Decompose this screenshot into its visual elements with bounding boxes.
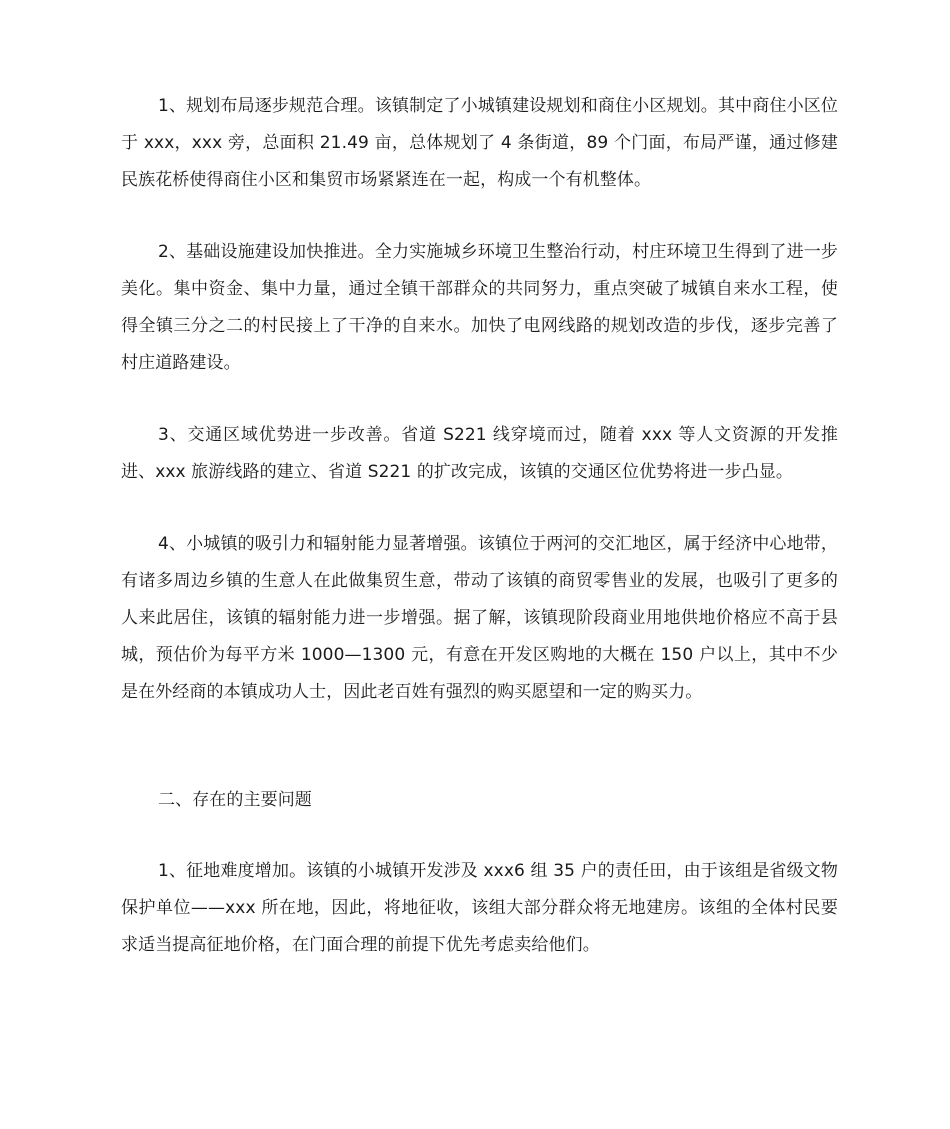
paragraph-planning-layout: 1、规划布局逐步规范合理。该镇制定了小城镇建设规划和商住小区规划。其中商住小区位于 xxx，xxx 旁，总面积 21.49 亩，总体规划了 4 条街道，89 个门面，布局严谨，通过修建民族花桥使得商住小区和集贸市场紧紧连在一起，构成一个有机整体。: [121, 96, 838, 190]
paragraph-transport-advantage: 3、交通区域优势进一步改善。省道 S221 线穿境而过，随着 xxx 等人文资源的开发推进、xxx 旅游线路的建立、省道 S221 的扩改完成，该镇的交通区位优势将进一步凸显。: [121, 425, 838, 482]
paragraph-infrastructure: 2、基础设施建设加快推进。全力实施城乡环境卫生整治行动，村庄环境卫生得到了进一步美化。集中资金、集中力量，通过全镇干部群众的共同努力，重点突破了城镇自来水工程，使得全镇三分之二的村民接上了干净的自来水。加快了电网线路的规划改造的步伐，逐步完善了村庄道路建设。: [121, 242, 838, 373]
paragraph-land-acquisition: 1、征地难度增加。该镇的小城镇开发涉及 xxx6 组 35 户的责任田，由于该组是省级文物保护单位——xxx 所在地，因此，将地征收，该组大部分群众将无地建房。该组的全体村民要求适当提高征地价格，在门面合理的前提下优先考虑卖给他们。: [121, 861, 838, 955]
paragraph-attraction-radiation: 4、小城镇的吸引力和辐射能力显著增强。该镇位于两河的交汇地区，属于经济中心地带，有诸多周边乡镇的生意人在此做集贸生意，带动了该镇的商贸零售业的发展，也吸引了更多的人来此居住，该镇的辐射能力进一步增强。据了解，该镇现阶段商业用地供地价格应不高于县城，预估价为每平方米 1000—1300 元，有意在开发区购地的大概在 150 户以上，其中不少是在外经商的本镇成功人士，因此老百姓有强烈的购买愿望和一定的购买力。: [121, 534, 838, 702]
section-heading-main-problems: 二、存在的主要问题: [158, 790, 312, 810]
